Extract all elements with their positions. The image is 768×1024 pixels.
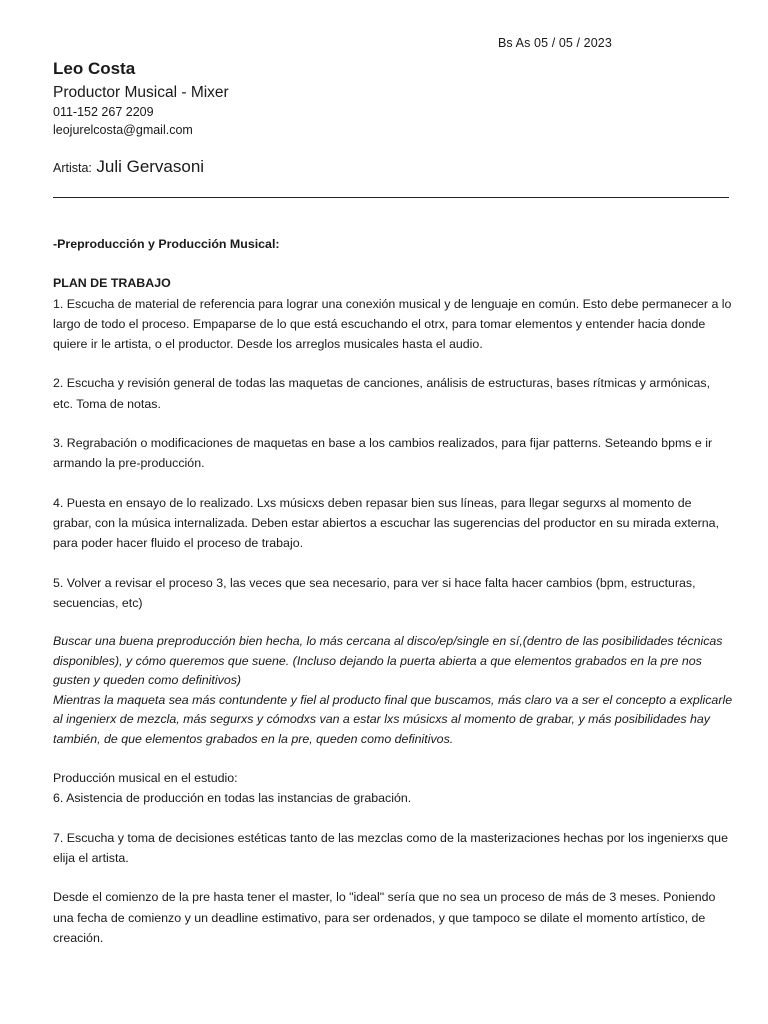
plan-item-1: 1. Escucha de material de referencia para lograr una conexión musical y de lenguaje en común. Esto debe permanecer a lo largo de todo el proceso. Empaparse de lo que está escuchando el otrx, para tomar elementos y entender hacia donde quiere ir le artista, o el productor. Desde los arreglos musicales hasta el audio. [53,296,732,352]
sender-role: Productor Musical - Mixer [53,84,229,101]
closing-paragraph: Desde el comienzo de la pre hasta tener el master, lo "ideal" sería que no sea un proceso de más de 3 meses. Poniendo una fecha de comienzo y un deadline estimativo, para ser ordenados, y que tampoco se dilate el momento artístico, de creación. [53,890,716,945]
plan-item-7: 7. Escucha y toma de decisiones estéticas tanto de las mezclas como de la masterizaciones hechas por los ingenierxs que elija el artista. [53,830,728,866]
artist-name: Juli Gervasoni [96,157,205,176]
plan-item-2: 2. Escucha y revisión general de todas las maquetas de canciones, análisis de estructuras, bases rítmicas y armónicas, etc. Toma de notas. [53,376,711,411]
plan-item-6: 6. Asistencia de producción en todas las instancias de grabación. [53,791,412,806]
document-date: Bs As 05 / 05 / 2023 [498,36,612,50]
sender-header [53,58,733,139]
plan-title: PLAN DE TRABAJO [53,276,171,291]
section-title: -Preproducción y Producción Musical: [53,237,280,251]
sender-phone: 011-152 267 2209 [53,105,154,119]
plan-item-4: 4. Puesta en ensayo de lo realizado. Lxs músicxs deben repasar bien sus líneas, para llegar segurxs al momento de grabar, con la música internalizada. Deben estar abiertos a escuchar las sugerencias del productor en su mirada externa, para poder hacer fluido el proceso de trabajo. [53,495,720,551]
sender-name: Leo Costa [53,59,136,78]
plan-item-3: 3. Regrabación o modificaciones de maquetas en base a los cambios realizados, para fijar patterns. Seteando bpms e ir armando la pre-producción. [53,436,713,471]
separator-line [53,197,729,198]
plan-item-5: 5. Volver a revisar el proceso 3, las veces que sea necesario, para ver si hace falta hacer cambios (bpm, estructuras, secuencias, etc) [53,575,696,610]
artist-line [53,157,204,177]
studio-title: Producción musical en el estudio: [53,771,238,786]
preproduction-note-2: Mientras la maqueta sea más contundente y fiel al producto final que buscamos, más claro va a ser el concepto a explicarle al ingenierx de mezcla, más segurxs y cómodxs van a estar lxs músicxs al momento de grabar, y más posibilidades hay también, de que elementos grabados en la pre, queden como definitivos. [53,692,733,746]
artist-label: Artista: [53,161,92,175]
preproduction-note-1: Buscar una buena preproducción bien hecha, lo más cercana al disco/ep/single en sí,(dentro de las posibilidades técnicas disponibles), y cómo queremos que suene. (Incluso dejando la puerta abierta a que elementos grabados en la pre nos gusten y queden como definitivos) [53,634,723,688]
document-body [53,234,733,948]
sender-email: leojurelcosta@gmail.com [53,123,193,137]
